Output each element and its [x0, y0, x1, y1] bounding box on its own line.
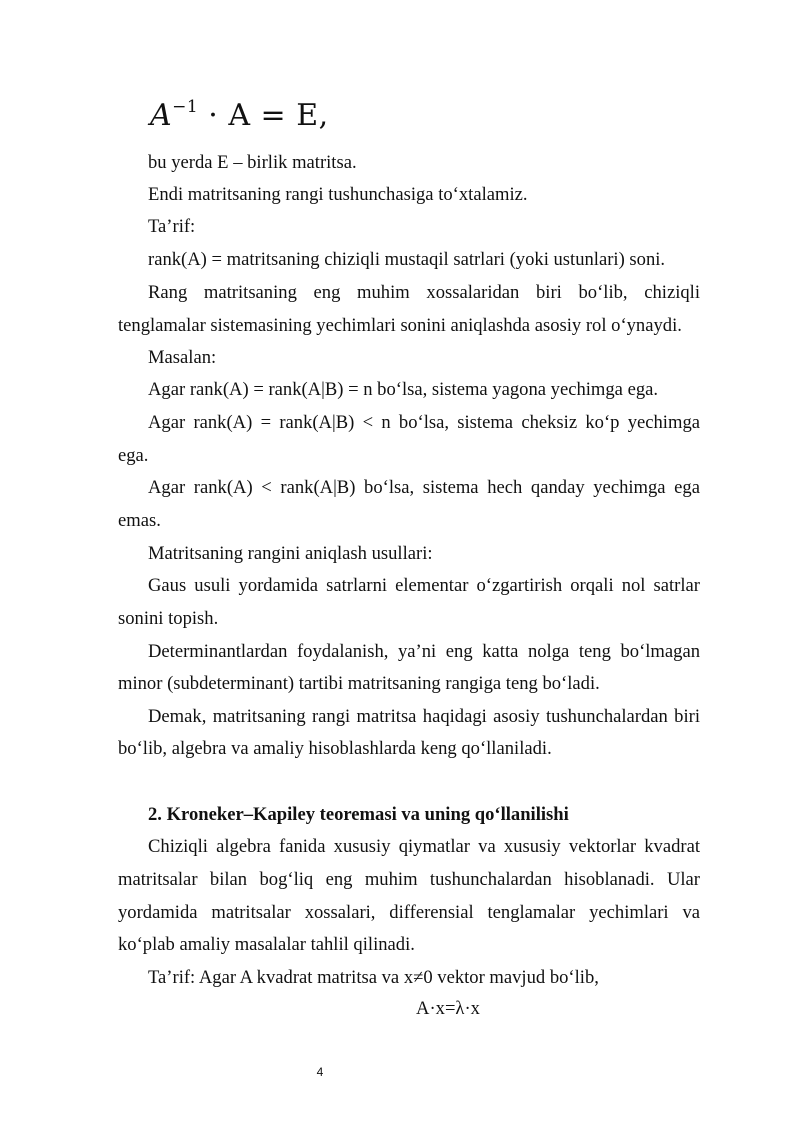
inverse-identity-formula — [150, 98, 329, 133]
paragraph-line: ega. — [118, 445, 149, 466]
paragraph-line: Rang matritsaning eng muhim xossalaridan biri bo‘lib, chiziqli — [148, 282, 700, 303]
paragraph-line: Determinantlardan foydalanish, ya’ni eng katta nolga teng bo‘lmagan — [148, 641, 700, 662]
paragraph-line: Endi matritsaning rangi tushunchasiga to‘xtalamiz. — [148, 184, 528, 205]
paragraph-line: minor (subdeterminant) tartibi matritsaning rangiga teng bo‘ladi. — [118, 673, 600, 694]
paragraph-line: Agar rank(A) = rank(A|B) = n bo‘lsa, sistema yagona yechimga ega. — [148, 379, 659, 400]
formula-exponent: −1 — [172, 97, 199, 117]
formula-base: A — [150, 98, 173, 133]
paragraph-line: ko‘plab amaliy masalalar tahlil qilinadi. — [118, 934, 415, 955]
paragraph-line: matritsalar bilan bog‘liq eng muhim tushunchalardan hisoblanadi. Ular — [118, 869, 700, 890]
page-number: 4 — [316, 1065, 324, 1079]
paragraph-line: Ta’rif: — [148, 216, 196, 237]
paragraph-line: sonini topish. — [118, 608, 219, 629]
paragraph-line: Masalan: — [148, 347, 217, 368]
paragraph-line: Gaus usuli yordamida satrlarni elementar o‘zgartirish orqali nol satrlar — [148, 575, 700, 596]
paragraph-line: Matritsaning rangini aniqlash usullari: — [148, 543, 433, 564]
formula-rest: · A = E, — [198, 98, 329, 133]
paragraph-line: tenglamalar sistemasining yechimlari sonini aniqlashda asosiy rol o‘ynaydi. — [118, 315, 682, 336]
definition-line: rank(A) = matritsaning chiziqli mustaqil satrlari (yoki ustunlari) soni. — [148, 249, 666, 270]
paragraph-line: bo‘lib, algebra va amaliy hisoblashlarda keng qo‘llaniladi. — [118, 738, 552, 759]
paragraph-line: Agar rank(A) < rank(A|B) bo‘lsa, sistema hech qanday yechimga ega — [148, 477, 700, 498]
section-heading: 2. Kroneker–Kapiley teoremasi va uning qo‘llanilishi — [148, 804, 569, 825]
paragraph-line: Chiziqli algebra fanida xususiy qiymatlar va xususiy vektorlar kvadrat — [148, 836, 700, 857]
paragraph-line: Agar rank(A) = rank(A|B) < n bo‘lsa, sistema cheksiz ko‘p yechimga — [148, 412, 700, 433]
paragraph-line: yordamida matritsalar xossalari, differensial tenglamalar yechimlari va — [118, 902, 700, 923]
paragraph-line: bu yerda E – birlik matritsa. — [148, 152, 357, 173]
paragraph-line: Ta’rif: Agar A kvadrat matritsa va x≠0 vektor mavjud bo‘lib, — [148, 967, 599, 988]
paragraph-line: emas. — [118, 510, 161, 531]
eigen-equation-text: A·x=λ·x — [416, 998, 480, 1019]
eigen-equation — [118, 999, 700, 1019]
paragraph-line: Demak, matritsaning rangi matritsa haqidagi asosiy tushunchalardan biri — [148, 706, 700, 727]
